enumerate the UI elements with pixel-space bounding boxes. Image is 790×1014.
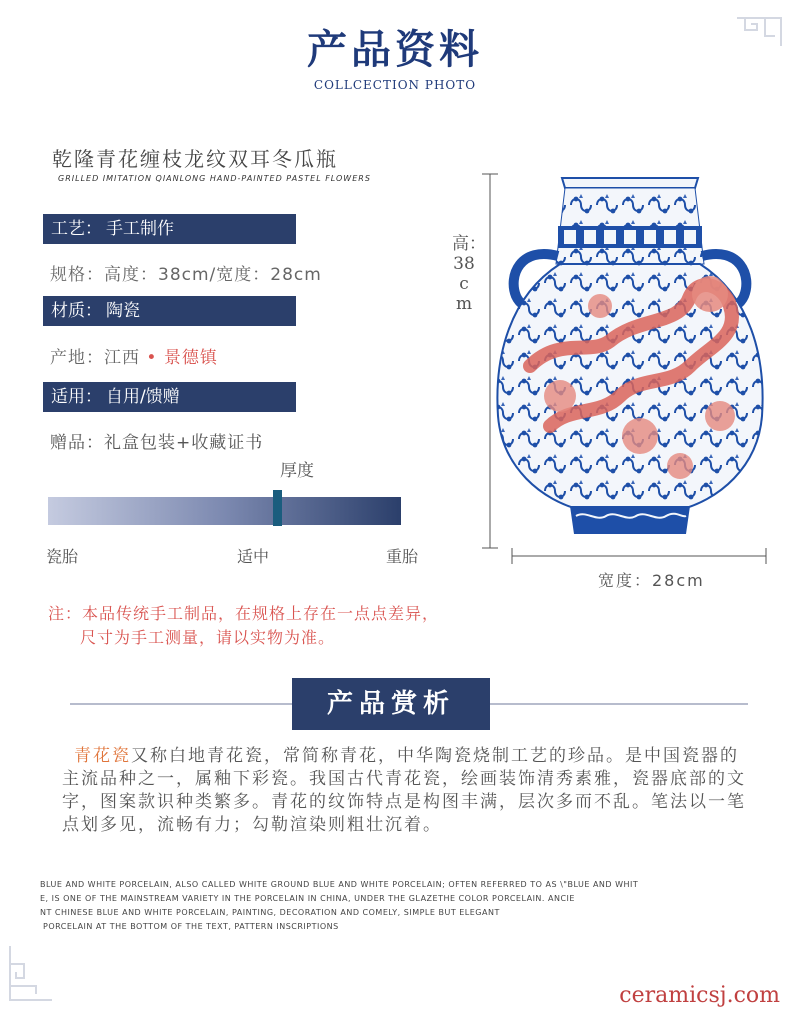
attr-craft-value: 手工制作 — [106, 219, 174, 239]
attr-origin-province: 江西 — [104, 348, 140, 368]
watermark: ceramicsj.com — [619, 983, 780, 1008]
attr-usage-value: 自用/馈赠 — [106, 387, 180, 407]
product-name-en: GRILLED IMITATION QIANLONG HAND-PAINTED PASTEL FLOWERS — [58, 174, 371, 183]
height-dimension-label — [452, 234, 486, 314]
attr-gift — [50, 428, 263, 453]
attr-spec — [50, 260, 322, 285]
handmade-note-line2: 尺寸为手工测量，请以实物为准。 — [80, 628, 336, 647]
width-dimension-label: 宽度：28cm — [598, 571, 705, 590]
attr-origin-separator: • — [146, 348, 158, 368]
attr-spec-label: 规格： — [50, 265, 104, 285]
thickness-bar — [48, 497, 401, 525]
width-dimension-line — [508, 544, 770, 568]
handmade-note-line1: 注：本品传统手工制品，在规格上存在一点点差异， — [48, 604, 440, 623]
analysis-en-line4: PORCELAIN AT THE BOTTOM OF THE TEXT, PATTERN INSCRIPTIONS — [43, 922, 339, 931]
product-name: 乾隆青花缠枝龙纹双耳冬瓜瓶 — [52, 147, 338, 171]
attr-gift-label: 赠品： — [50, 433, 104, 453]
attr-material-value: 陶瓷 — [106, 301, 140, 321]
thickness-marker — [273, 490, 282, 526]
thickness-scale-heavy: 重胎 — [386, 547, 419, 566]
page-subtitle: COLLCECTION PHOTO — [313, 78, 477, 92]
analysis-en-line1: BLUE AND WHITE PORCELAIN, ALSO CALLED WHITE GROUND BLUE AND WHITE PORCELAIN; OFTEN REFERRED TO AS \"BLUE AND WHIT — [40, 880, 639, 889]
analysis-body: 又称白地青花瓷，常简称青花，中华陶瓷烧制工艺的珍品。是中国瓷器的主流品种之一，属釉下彩瓷。我国古代青花瓷，绘画装饰清秀素雅，瓷器底部的文字，图案款识种类繁多。青花的纹饰特点是构图丰满，层次多而不乱。笔法以一笔点划多见，流畅有力；勾勒渲染则粗壮沉着。 — [62, 746, 746, 835]
page-title: 产品资料 — [307, 26, 483, 73]
thickness-scale-thin: 瓷胎 — [46, 547, 79, 566]
attr-spec-value: 高度：38cm/宽度：28cm — [104, 265, 322, 285]
vase-image — [490, 166, 770, 544]
attr-usage-bar — [43, 382, 296, 412]
thickness-label: 厚度 — [280, 461, 314, 481]
attr-usage-label: 适用： — [51, 387, 102, 407]
analysis-text — [62, 745, 752, 837]
thickness-scale-medium: 适中 — [237, 547, 270, 566]
attr-craft-label: 工艺： — [51, 219, 102, 239]
attr-material-label: 材质： — [51, 301, 102, 321]
attr-origin-label: 产地： — [50, 348, 104, 368]
corner-ornament-bottom-left — [6, 944, 56, 1004]
attr-craft-bar — [43, 214, 296, 244]
analysis-en-line2: E, IS ONE OF THE MAINSTREAM VARIETY IN THE PORCELAIN IN CHINA, UNDER THE GLAZETHE COLOR PORCELAIN. ANCIE — [40, 894, 575, 903]
analysis-text-en — [40, 878, 690, 934]
analysis-en-line3: NT CHINESE BLUE AND WHITE PORCELAIN, PAINTING, DECORATION AND COMELY, SIMPLE BUT ELEGANT — [40, 908, 500, 917]
handmade-note — [48, 602, 439, 650]
attr-material-bar — [43, 296, 296, 326]
analysis-heading: 产品赏析 — [292, 678, 490, 730]
attr-origin — [50, 343, 218, 368]
height-dimension-text: 高：38cm — [452, 234, 486, 314]
attr-origin-city: 景德镇 — [163, 348, 218, 368]
analysis-highlight: 青花瓷 — [74, 746, 131, 766]
attr-gift-value: 礼盒包装+收藏证书 — [104, 433, 264, 453]
